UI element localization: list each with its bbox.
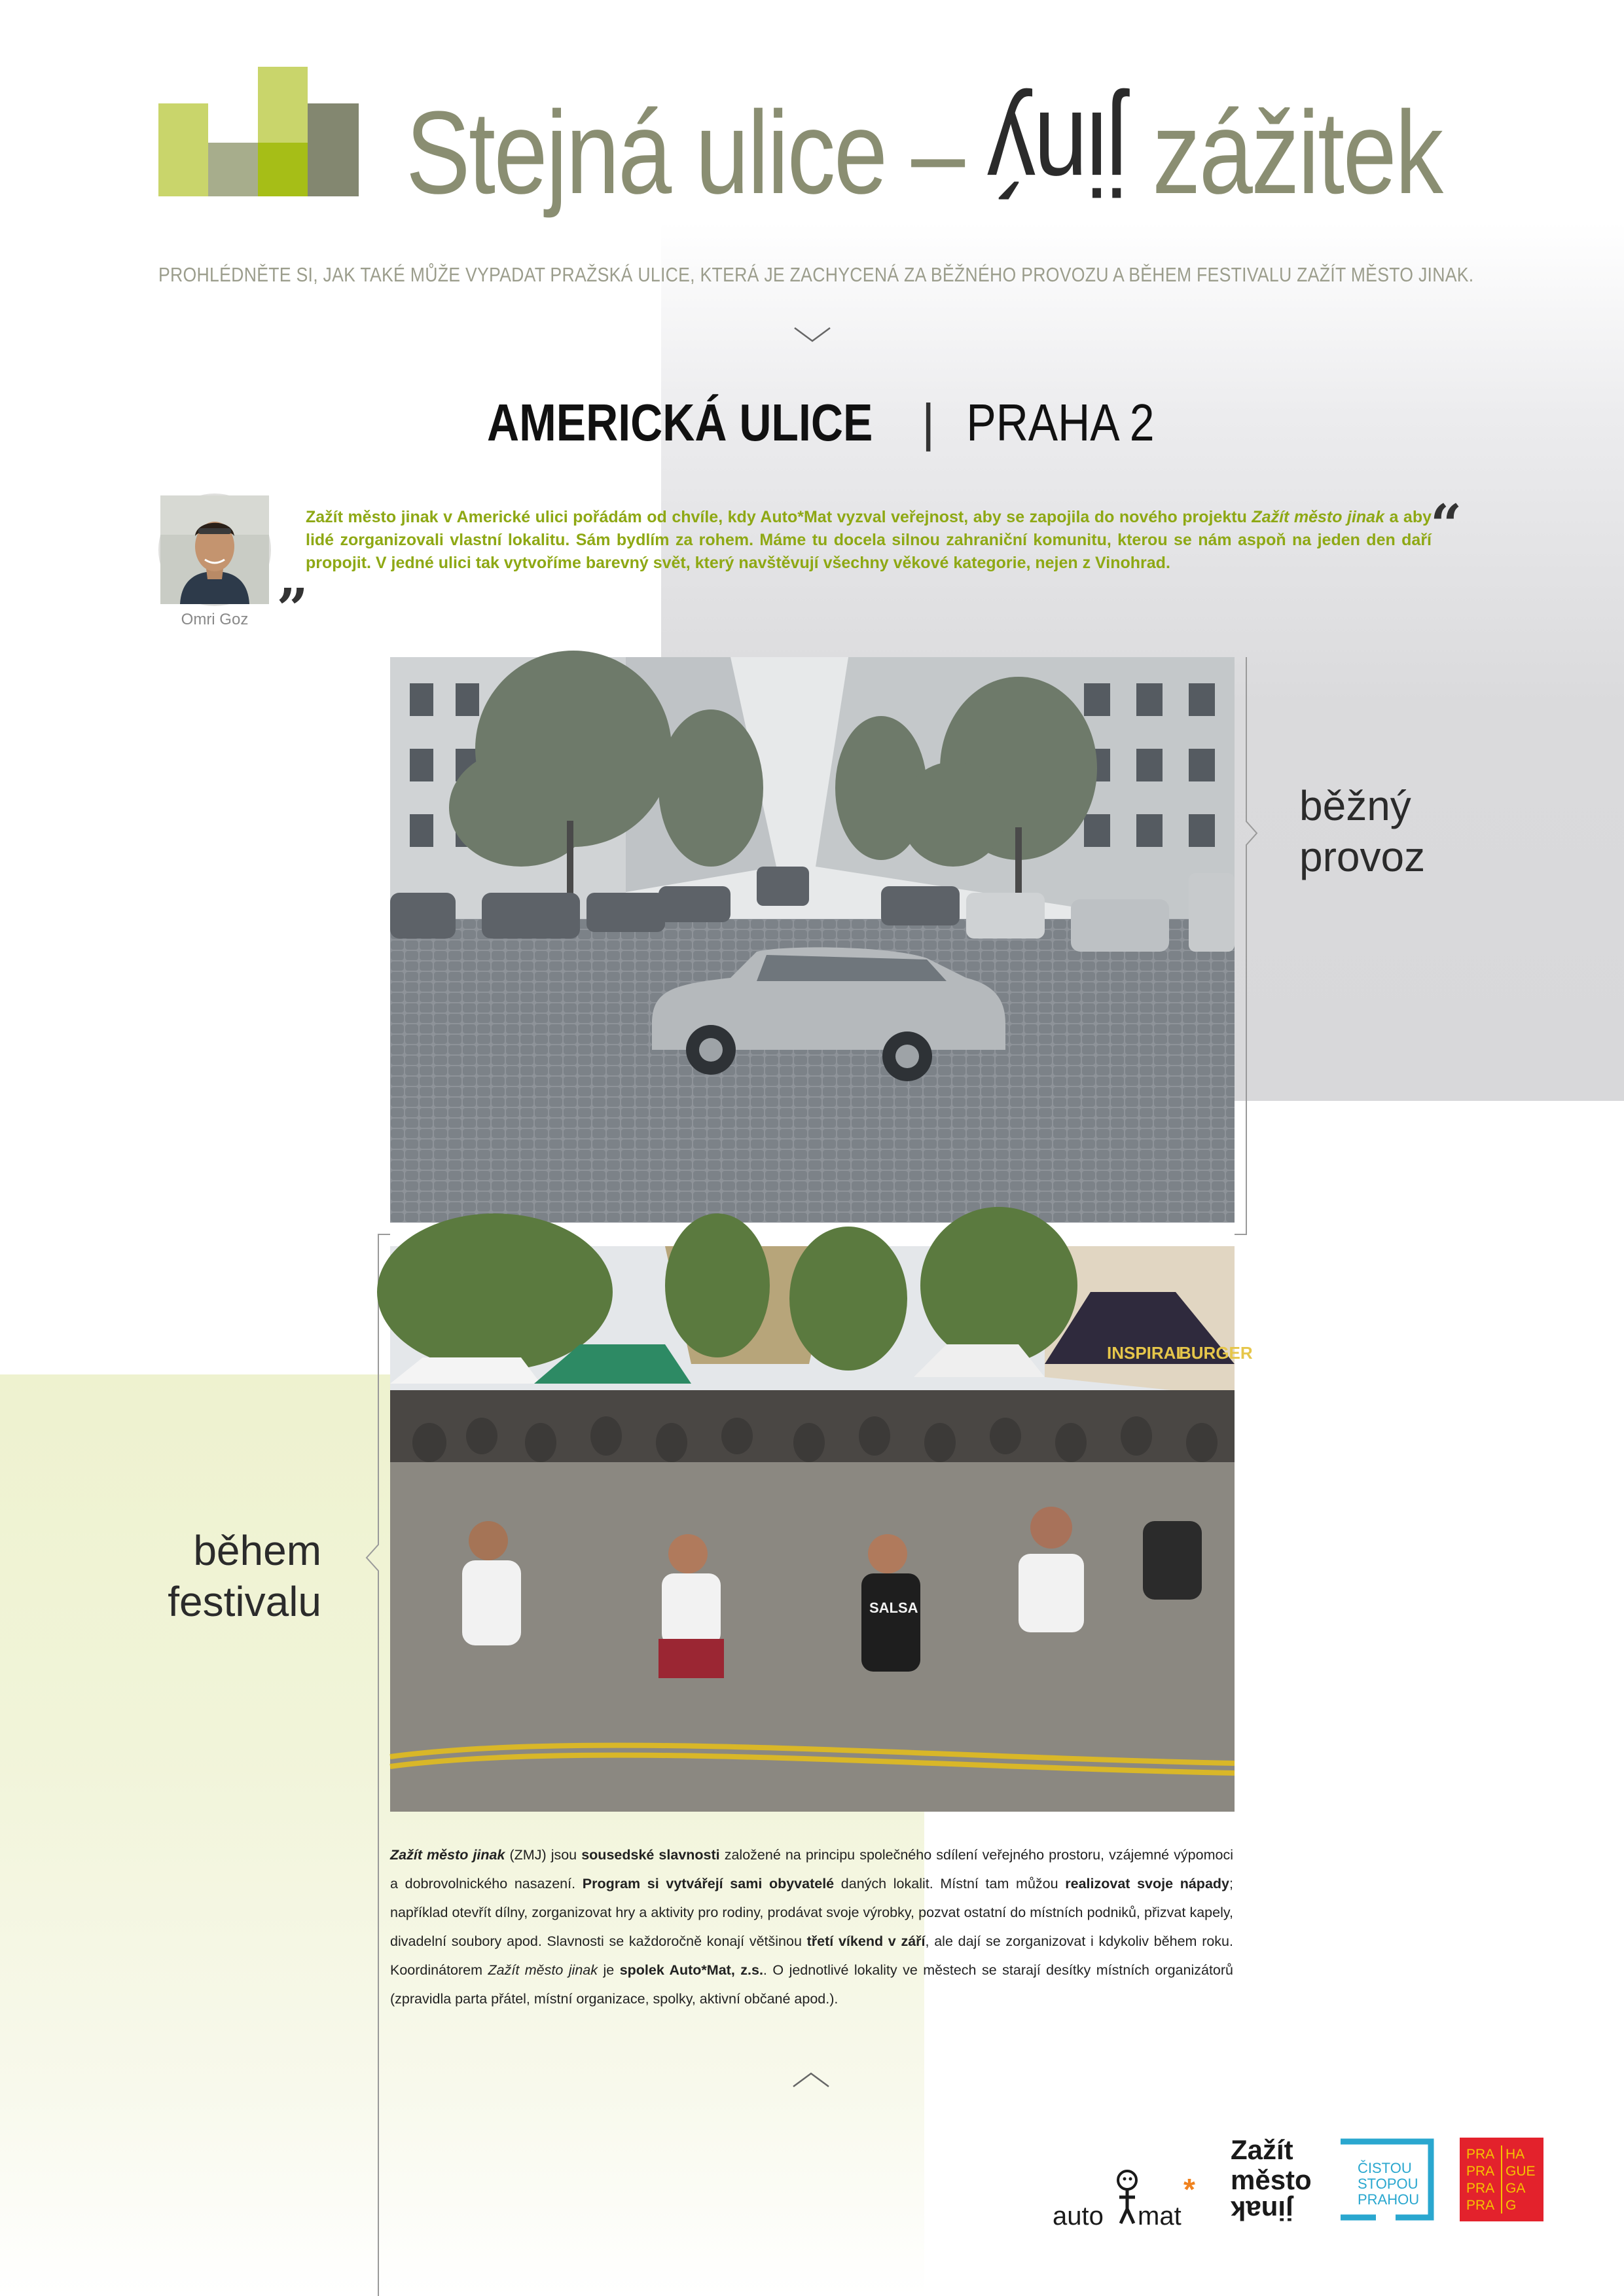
svg-text:auto: auto: [1053, 2202, 1104, 2231]
automat-logo: [1053, 2163, 1203, 2235]
svg-text:GA: GA: [1506, 2181, 1526, 2196]
svg-text:GUE: GUE: [1506, 2164, 1536, 2179]
street-name: AMERICKÁ ULICE: [487, 393, 873, 452]
label-during-festival: během festivalu: [168, 1527, 321, 1625]
svg-text:G: G: [1506, 2198, 1517, 2213]
photo-normal-traffic: [390, 657, 1235, 1223]
praha-logo: [1460, 2138, 1543, 2221]
title-flipped-word: jiný: [988, 87, 1127, 219]
label-normal-traffic: běžný provoz: [1299, 782, 1426, 880]
svg-text:PRA: PRA: [1466, 2198, 1495, 2213]
zazit-mesto-jinak-logo: Zažít město jinak: [1231, 2134, 1312, 2226]
svg-text:PRA: PRA: [1466, 2164, 1495, 2179]
location-separator: |: [921, 393, 935, 452]
quote-author: Omri Goz: [181, 611, 249, 628]
quote-text: Zažít město jinak v Americké ulici pořádám od chvíle, kdy Auto*Mat vyzval veřejnost, aby se zapojila do nového projektu Zažít město jinak a aby lidé zorganizovali vlastní lokalitu. Sám bydlím za rohem. Máme tu docela silnou zahraniční komunitu, kterou se nám aspoň na jeden den daří propojit. V jedné ulici tak vytvoříme barevný svět, který navštěvují všechny věkové kategorie, nejen z Vinohrad.: [306, 508, 1432, 572]
header-logo-blocks: [158, 67, 359, 196]
svg-text:mat: mat: [1138, 2202, 1182, 2231]
svg-text:PRAHOU: PRAHOU: [1358, 2191, 1420, 2208]
festival-sign-salsa: SALSA: [869, 1600, 918, 1616]
festival-sign-burger: BURGER: [1179, 1343, 1253, 1363]
page-subtitle: PROHLÉDNĚTE SI, JAK TAKÉ MŮŽE VYPADAT PRAŽSKÁ ULICE, KTERÁ JE ZACHYCENÁ ZA BĚŽNÉHO PROVOZU A BĚHEM FESTIVALU ZAŽÍT MĚSTO JINAK.: [158, 263, 1474, 286]
svg-text:PRA: PRA: [1466, 2147, 1495, 2162]
photo-festival: [390, 1246, 1253, 1812]
festival-sign-inspiral: INSPIRAL: [1107, 1343, 1187, 1363]
svg-text:ČISTOU: ČISTOU: [1358, 2160, 1412, 2176]
location-heading: [0, 393, 1624, 453]
chevron-up-icon: [792, 2070, 830, 2089]
avatar: [158, 493, 271, 606]
svg-text:*: *: [1183, 2172, 1195, 2206]
quote-close-mark: “: [1430, 492, 1462, 557]
chevron-down-icon: [793, 325, 831, 345]
quote-open-mark: „: [278, 545, 310, 609]
city-name: PRAHA 2: [966, 393, 1155, 452]
svg-text:STOPOU: STOPOU: [1358, 2176, 1418, 2192]
page-title: Stejná ulice – jiný zážitek: [406, 85, 1442, 221]
svg-text:HA: HA: [1506, 2147, 1525, 2162]
project-description: Zažít město jinak (ZMJ) jsou sousedské slavnosti založené na principu společného sdílení veřejného prostoru, vzájemné výpomoci a dobrovolnického nasazení. Program si vytvářejí sami obyvatelé daných lokalit. Místní tam můžou realizovat svoje nápady; například otevřít dílny, zorganizovat hry a aktivity pro rodiny, prodávat svoje výrobky, pozvat ostatní do místních podniků, přizvat kapely, divadelní soubory apod. Slavnosti se každoročně konají většinou třetí víkend v září, ale dají se zorganizovat i kdykoliv během roku. Koordinátorem Zažít město jinak je spolek Auto*Mat, z.s.. O jednotlivé lokality ve městech se starají desítky místních organizátorů (zpravidla parta přátel, místní organizace, spolky, aktivní občané apod.).: [390, 1847, 1233, 2007]
cistou-stopou-prahou-logo: [1337, 2138, 1435, 2221]
svg-text:PRA: PRA: [1466, 2181, 1495, 2196]
